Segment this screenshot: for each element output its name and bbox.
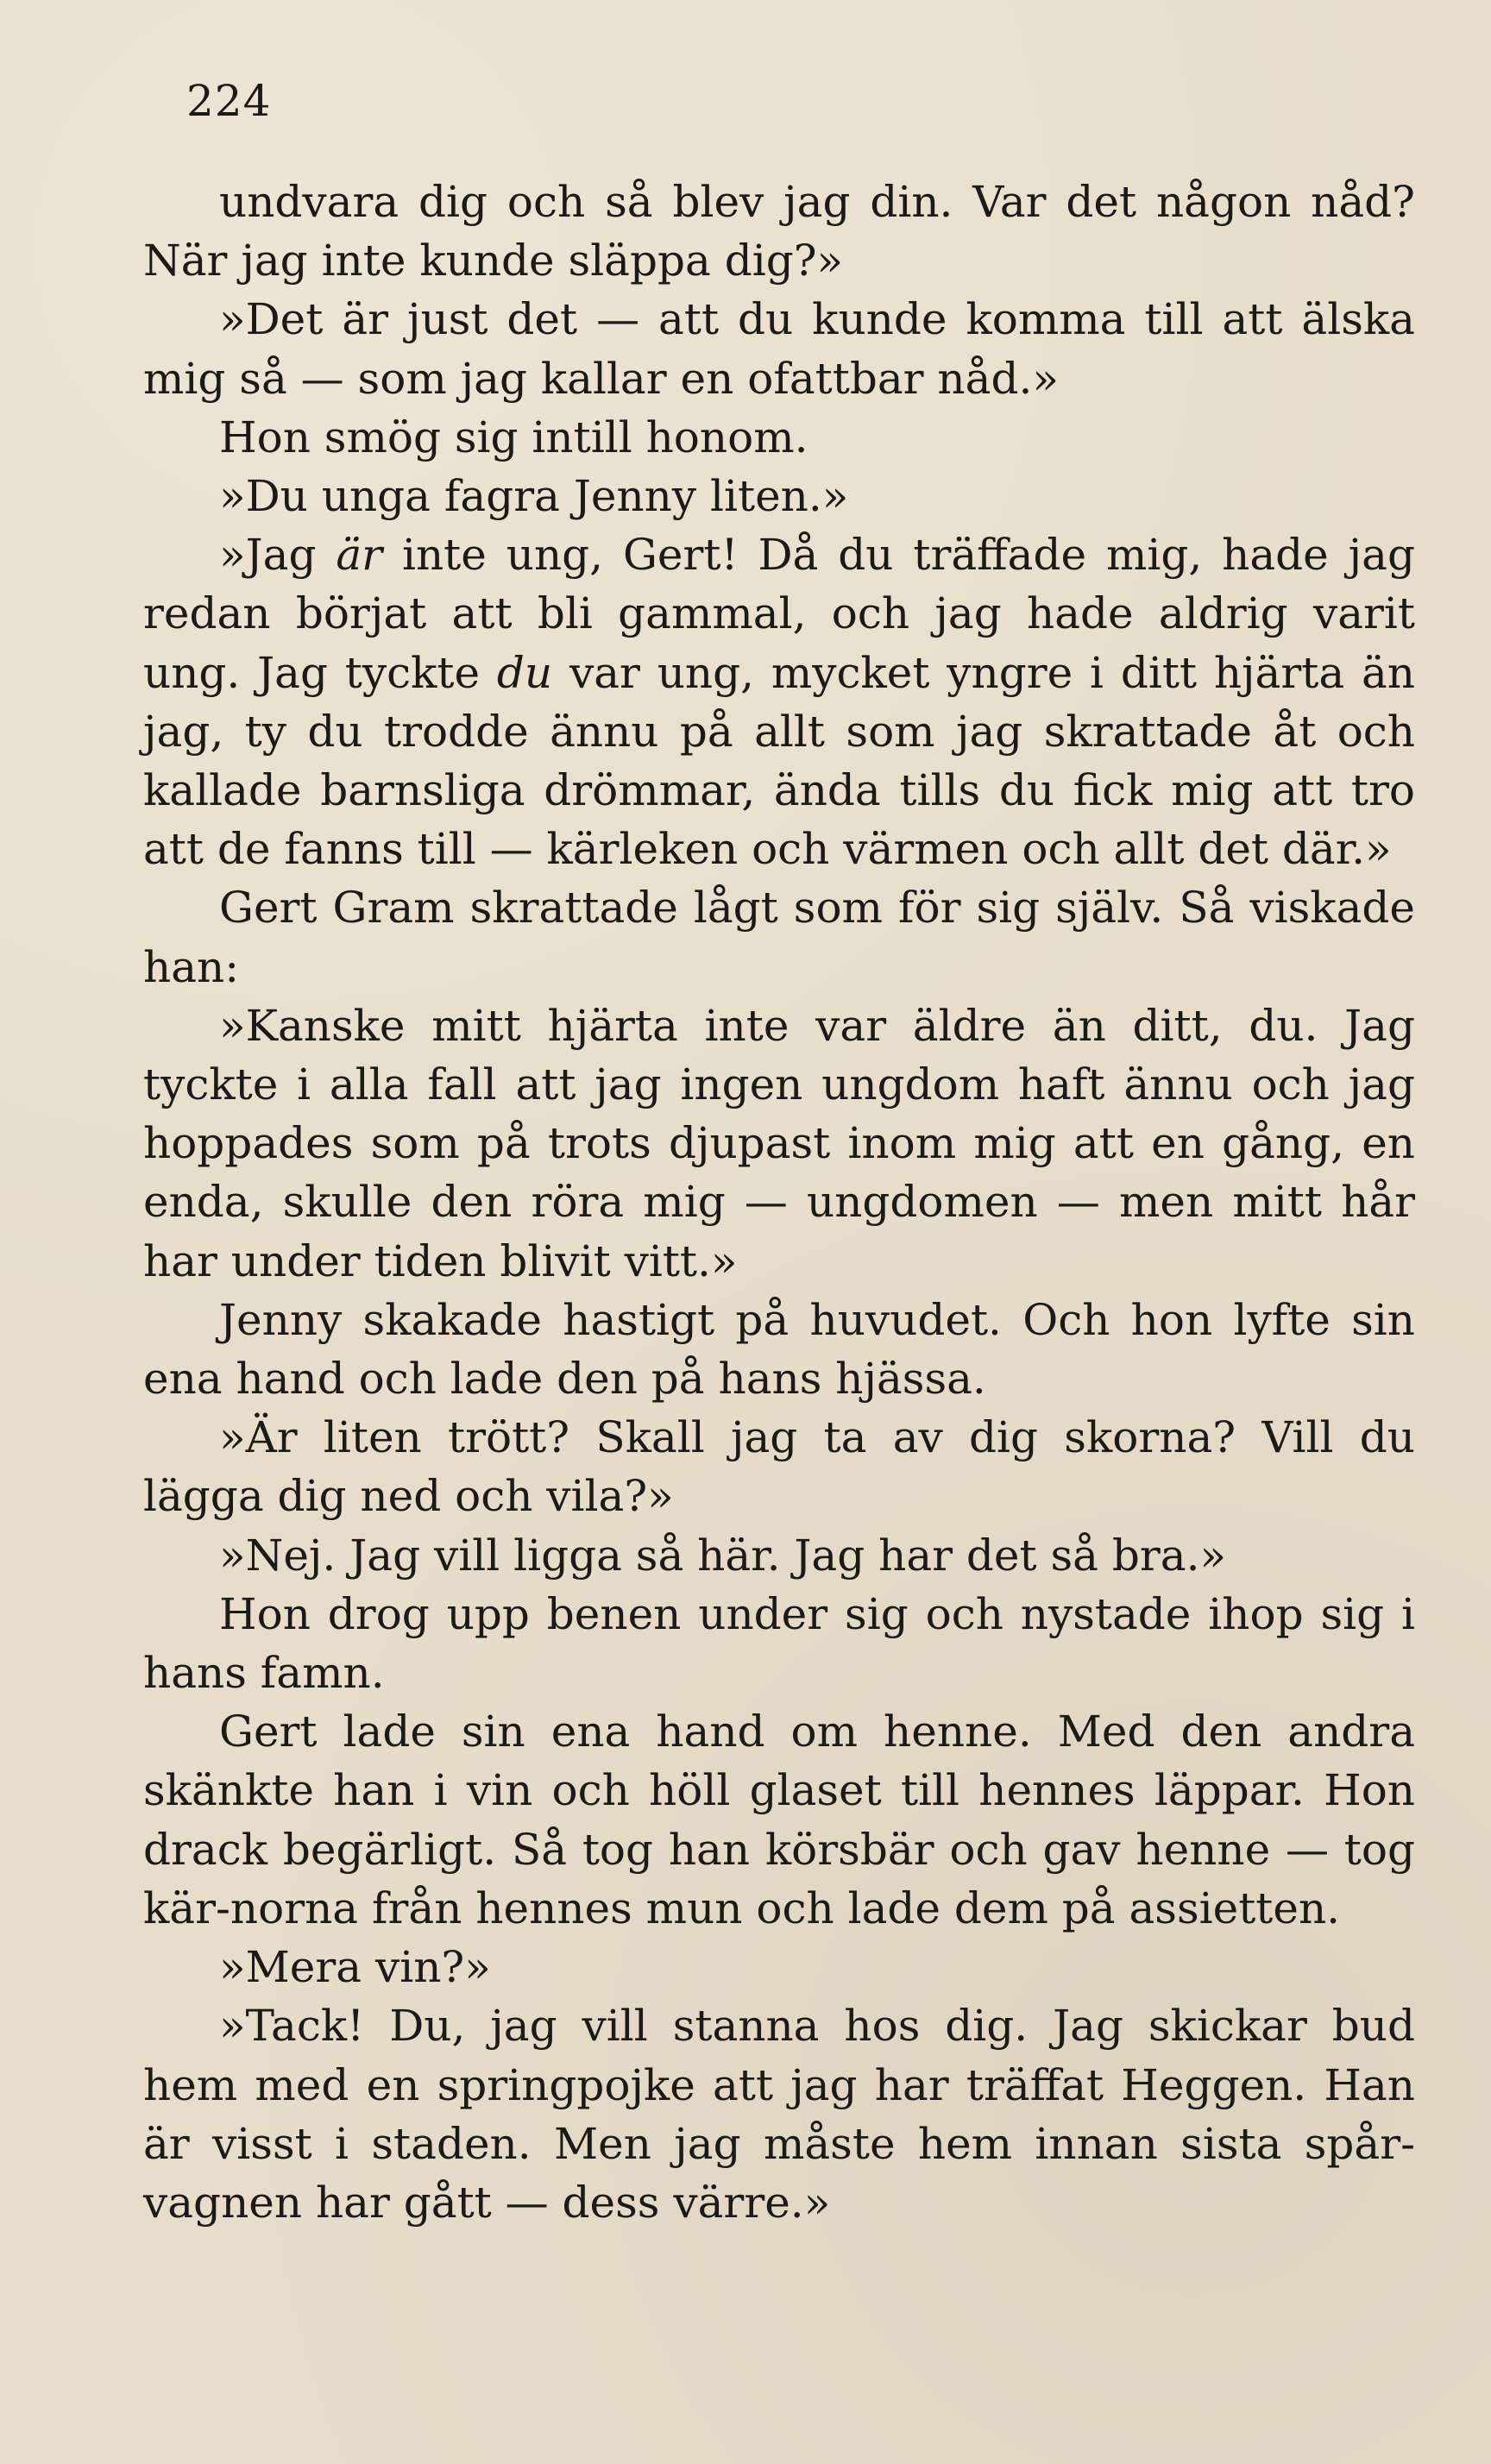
paragraph-5-text-a: »Jag bbox=[219, 530, 337, 581]
page-number: 224 bbox=[186, 76, 272, 126]
paragraph-5-text-b: inte ung, Gert! Då du träffade mig, hade jag redan börjat att bli gammal, och jag hade aldrig varit ung. Jag tyckte bbox=[143, 530, 1415, 698]
paragraph-3: Hon smög sig intill honom. bbox=[219, 412, 808, 462]
paragraph-8: Jenny skakade hastigt på huvudet. Och hon lyfte sin ena hand och lade den på hans hjässa. bbox=[143, 1294, 1415, 1405]
paragraph-9: »Är liten trött? Skall jag ta av dig skorna? Vill du lägga dig ned och vila?» bbox=[143, 1412, 1415, 1522]
paragraph-5-text-c: var ung, mycket yngre i ditt hjärta än jag, ty du trodde ännu på allt som jag skrattade åt och kallade barnsliga drömmar, ända tills du fick mig att tro att de fanns till — kärleken och värmen och allt det där.» bbox=[143, 647, 1415, 875]
paragraph-14: »Tack! Du, jag vill stanna hos dig. Jag skickar bud hem med en springpojke att jag har träffat Heggen. Han är visst i staden. Men jag måste hem innan sista spår-vagnen har gått — dess värre.» bbox=[143, 2001, 1415, 2228]
paragraph-4: »Du unga fagra Jenny liten.» bbox=[219, 471, 849, 522]
paragraph-6: Gert Gram skrattade lågt som för sig själv. Så viskade han: bbox=[143, 883, 1415, 992]
paragraph-11: Hon drog upp benen under sig och nystade ihop sig i hans famn. bbox=[143, 1588, 1415, 1699]
paragraph-2: »Det är just det — att du kunde komma till att älska mig så — som jag kallar en ofattbar nåd.» bbox=[143, 294, 1415, 404]
paragraph-13: »Mera vin?» bbox=[219, 1942, 491, 1993]
paragraph-7: »Kanske mitt hjärta inte var äldre än ditt, du. Jag tyckte i alla fall att jag ingen ungdom haft ännu och jag hoppades som på trots djupast inom mig att en gång, en enda, skulle den röra mig — ungdomen — men mitt hår har under tiden blivit vitt.» bbox=[143, 1000, 1415, 1286]
paragraph-10: »Nej. Jag vill ligga så här. Jag har det så bra.» bbox=[219, 1530, 1227, 1581]
paragraph-5 bbox=[143, 525, 1415, 878]
paragraph-1: undvara dig och så blev jag din. Var det någon nåd? När jag inte kunde släppa dig?» bbox=[143, 177, 1415, 286]
italic-word-du: du bbox=[496, 647, 553, 698]
italic-word-ar: är bbox=[336, 530, 383, 581]
page-text bbox=[143, 173, 1415, 2232]
paragraph-12: Gert lade sin ena hand om henne. Med den andra skänkte han i vin och höll glaset till hennes läppar. Hon drack begärligt. Så tog han körsbär och gav henne — tog kär-norna från hennes mun och lade dem på assietten. bbox=[143, 1707, 1415, 1933]
